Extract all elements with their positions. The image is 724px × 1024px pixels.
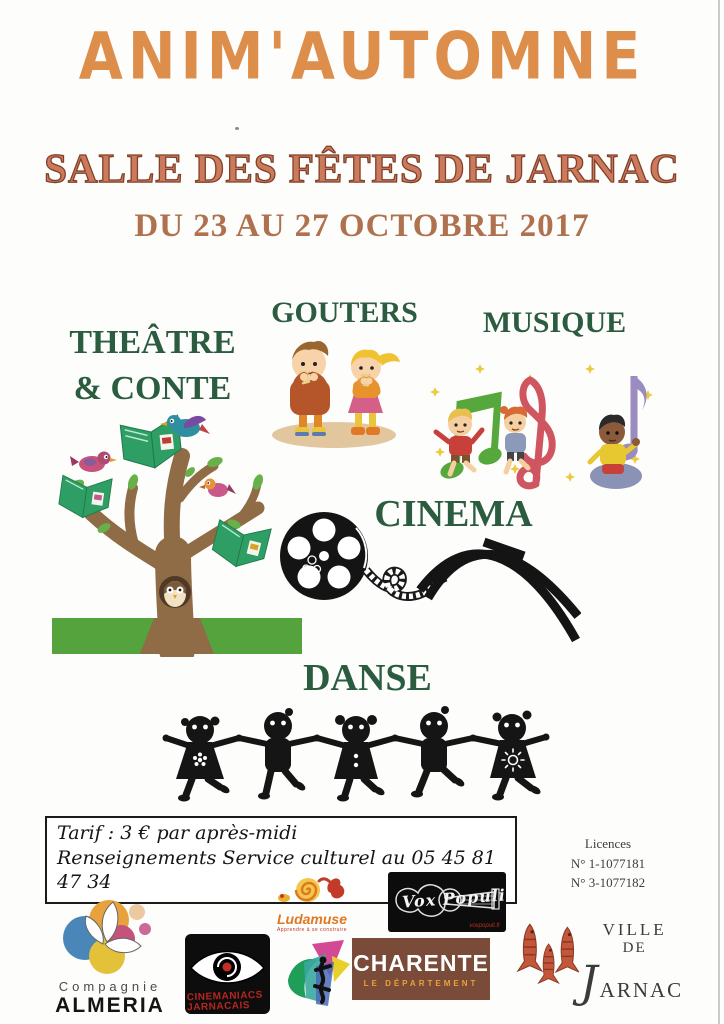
pink-bird bbox=[70, 452, 117, 473]
music-kids-illustration bbox=[420, 352, 670, 502]
vox-populi-label: Vox Populi bbox=[401, 885, 507, 912]
charente-label: CHARENTE bbox=[353, 950, 489, 976]
category-danse: DANSE bbox=[303, 657, 432, 699]
dancing-kids-illustration bbox=[160, 694, 550, 806]
jarnac-label-de: DE bbox=[622, 940, 647, 956]
dancer-girl-1 bbox=[166, 716, 239, 802]
logo-dance-association bbox=[282, 936, 362, 1018]
ground-shadow bbox=[272, 422, 396, 448]
film-reel bbox=[280, 512, 368, 600]
logo-ville-de-jarnac bbox=[516, 916, 686, 1011]
category-gouters: GOUTERS bbox=[271, 296, 418, 329]
logo-compagnie-almeria bbox=[50, 894, 170, 1018]
poster-title: ANIM'AUTOMNE bbox=[78, 19, 646, 95]
licences-title: Licences bbox=[584, 836, 632, 851]
licence-number-1: N° 1-1077181 bbox=[570, 855, 646, 871]
dancer-girl-3 bbox=[473, 711, 546, 801]
dates-heading: DU 23 AU 27 OCTOBRE 2017 bbox=[134, 208, 590, 244]
vox-populi-url: voxpopuli.fr bbox=[469, 923, 500, 929]
logo-charente-departement bbox=[352, 938, 490, 1000]
venue-heading: SALLE DES FÊTES DE JARNAC bbox=[44, 145, 680, 191]
film-reel-illustration bbox=[276, 498, 581, 658]
snack-boy bbox=[290, 341, 330, 436]
snack-girl bbox=[348, 350, 400, 435]
almeria-label-compagnie: Compagnie bbox=[58, 979, 162, 994]
category-musique: MUSIQUE bbox=[482, 306, 627, 339]
licence-number-2: N° 3-1077182 bbox=[570, 875, 646, 890]
logo-vox-populi bbox=[388, 872, 506, 932]
logo-ludamuse bbox=[270, 874, 354, 933]
theatre-label-line1: THEÂTRE bbox=[69, 324, 236, 361]
almeria-label-name: ALMERIA bbox=[55, 994, 165, 1017]
jarnac-fish-icon bbox=[516, 916, 579, 1011]
dancer-boy-1 bbox=[239, 708, 317, 800]
dancer-girl-2 bbox=[317, 715, 395, 802]
theatre-label-line2: & CONTE bbox=[73, 369, 232, 407]
tarif-line: Tarif : 3 € par après-midi bbox=[57, 822, 298, 844]
ludamuse-spiral-icon bbox=[270, 874, 354, 908]
snack-kids-illustration bbox=[262, 334, 407, 452]
redhead-girl bbox=[500, 406, 528, 472]
jarnac-label-name: JARNAC bbox=[580, 957, 684, 1008]
treble-clef bbox=[520, 380, 552, 486]
cinemaniacs-label: CINEMANIACS JARNACAIS bbox=[186, 989, 264, 1014]
logo-cinemaniacs-jarnacais bbox=[185, 934, 270, 1014]
category-cinema: CINEMA bbox=[374, 493, 533, 535]
scan-artifact-dot bbox=[235, 127, 239, 130]
jarnac-label-block bbox=[580, 920, 686, 1011]
jarnac-label-ville: VILLE bbox=[602, 920, 667, 939]
contact-line: Renseignements Service culturel au 05 45 81 47 34 bbox=[57, 846, 496, 894]
almeria-circles-icon bbox=[55, 894, 165, 976]
category-theatre-conte bbox=[50, 320, 255, 412]
charente-subtitle: LE DÉPARTEMENT bbox=[363, 979, 479, 988]
scan-edge-line bbox=[718, 0, 720, 1024]
owl-in-hollow bbox=[159, 576, 191, 608]
ludamuse-label: Ludamuse bbox=[276, 911, 347, 927]
film-strip-arch bbox=[420, 542, 578, 640]
orange-bird bbox=[199, 479, 236, 498]
ludamuse-tagline: Apprendre à se construire bbox=[276, 927, 348, 933]
dancer-boy-2 bbox=[395, 706, 473, 798]
licences-block bbox=[543, 834, 673, 893]
